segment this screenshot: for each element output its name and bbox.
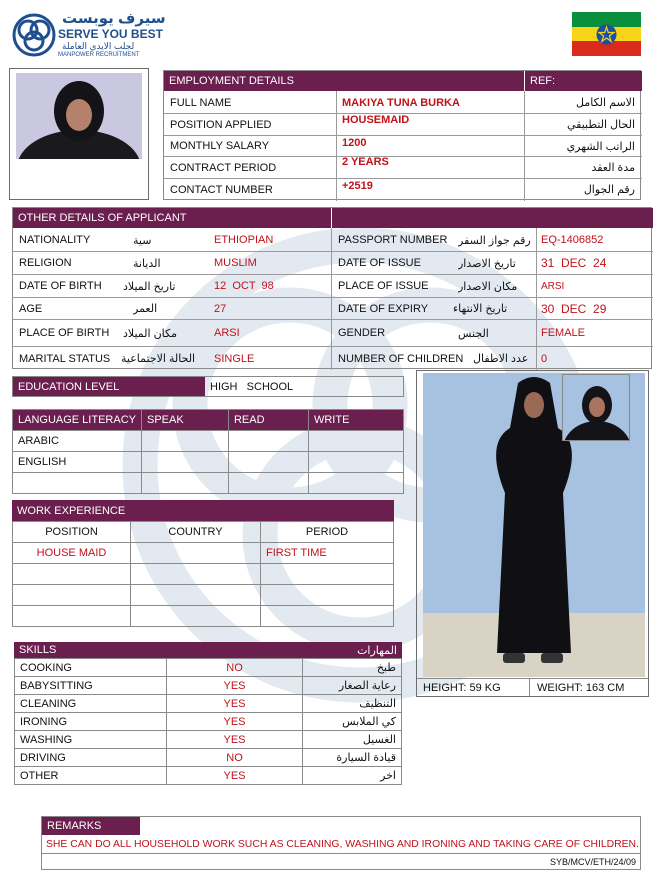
table-row	[15, 749, 402, 767]
position-applied-label: POSITION APPLIED	[170, 118, 272, 131]
table-row	[15, 713, 402, 731]
other-details-table	[12, 207, 652, 369]
ref-label: REF:	[530, 75, 556, 87]
contact-number-label: CONTACT NUMBER	[170, 183, 273, 196]
skill-arabic: التنظيف	[303, 695, 402, 713]
brand-name: SERVE YOU BEST	[58, 27, 163, 41]
full-name-arabic: الاسم الكامل	[576, 97, 635, 109]
employment-details-table	[163, 70, 641, 200]
table-row	[15, 677, 402, 695]
table-row	[13, 452, 404, 473]
brand-tagline: MANPOWER RECRUITMENT	[58, 52, 140, 58]
skill-value: YES	[167, 767, 303, 785]
company-logo	[12, 13, 56, 57]
religion-value: MUSLIM	[214, 257, 257, 269]
number-of-children-label: NUMBER OF CHILDREN	[338, 352, 464, 365]
place-of-issue-value: ARSI	[541, 280, 565, 292]
nationality-label: NATIONALITY	[19, 234, 91, 246]
contract-period-arabic: مدة العقد	[591, 162, 635, 174]
place-of-birth-value: ARSI	[214, 327, 240, 339]
place-of-issue-label: PLACE OF ISSUE	[338, 280, 429, 292]
skill-name: CLEANING	[15, 695, 167, 713]
language-empty-write	[308, 473, 403, 494]
arabic-write	[308, 431, 403, 452]
remarks-header	[42, 817, 140, 835]
date-of-issue-label: DATE OF ISSUE	[338, 257, 421, 269]
portrait-photo-frame	[9, 68, 149, 200]
table-row	[13, 564, 394, 585]
religion-arabic: الديانة	[133, 257, 161, 270]
number-of-children-arabic: عدد الاطفال	[473, 353, 529, 365]
employment-header-label: EMPLOYMENT DETAILS	[169, 75, 294, 87]
english-read	[228, 452, 308, 473]
place-of-birth-arabic: مكان الميلاد	[123, 327, 178, 340]
skill-name: COOKING	[15, 659, 167, 677]
language-table	[12, 409, 404, 494]
skills-arabic-label: المهارات	[357, 645, 397, 657]
skill-arabic: كي الملابس	[303, 713, 402, 731]
skill-value: YES	[167, 713, 303, 731]
date-of-birth-value: 12 OCT 98	[214, 280, 274, 292]
work-experience-table	[12, 521, 394, 627]
age-value: 27	[214, 302, 227, 315]
work-cell	[13, 564, 131, 585]
passport-number-value: EQ-1406852	[541, 234, 604, 246]
weight-label: WEIGHT: 163 CM	[537, 681, 625, 694]
skill-value: YES	[167, 695, 303, 713]
skill-value: YES	[167, 677, 303, 695]
table-row	[15, 731, 402, 749]
other-details-header-label: OTHER DETAILS OF APPLICANT	[18, 212, 187, 224]
place-of-birth-label: PLACE OF BIRTH	[19, 327, 110, 339]
remarks-box	[41, 816, 641, 870]
skill-arabic: طبخ	[303, 659, 402, 677]
marital-status-label: MARITAL STATUS	[19, 352, 111, 365]
contract-period-value: 2 YEARS	[342, 156, 389, 168]
religion-label: RELIGION	[19, 257, 72, 269]
flag-star-emblem-icon	[596, 24, 617, 45]
write-header: WRITE	[308, 410, 403, 431]
skill-arabic: رعاية الصغار	[303, 677, 402, 695]
table-row	[15, 659, 402, 677]
logo-emblem-icon	[12, 13, 56, 57]
skill-value: NO	[167, 749, 303, 767]
work-cell	[261, 606, 394, 627]
table-row	[13, 431, 404, 452]
nationality-arabic: سية	[133, 234, 152, 247]
portrait-photo	[16, 73, 142, 159]
marital-status-value: SINGLE	[214, 352, 255, 365]
language-empty-speak	[141, 473, 228, 494]
passport-number-label: PASSPORT NUMBER	[338, 234, 448, 246]
work-experience-label: WORK EXPERIENCE	[17, 504, 126, 517]
ethiopia-flag	[572, 12, 641, 56]
skill-name: IRONING	[15, 713, 167, 731]
contact-number-value: +2519	[342, 180, 373, 192]
height-label: HEIGHT: 59 KG	[423, 681, 501, 694]
table-row	[13, 585, 394, 606]
footer-code: SYB/MCV/ETH/24/09	[549, 857, 636, 867]
work-cell	[261, 585, 394, 606]
date-of-birth-arabic: تاريخ الميلاد	[123, 280, 176, 293]
brand-arabic-name: سيرف يوبست	[62, 10, 166, 27]
period-column: PERIOD	[261, 522, 394, 543]
skill-name: WASHING	[15, 731, 167, 749]
small-portrait-photo	[562, 374, 630, 441]
marital-status-arabic: الحالة الاجتماعية	[121, 353, 196, 365]
age-label: AGE	[19, 302, 43, 315]
date-of-expiry-arabic: تاريخ الانتهاء	[453, 303, 508, 315]
gender-value: FEMALE	[541, 327, 586, 339]
work-cell	[13, 606, 131, 627]
remarks-text: SHE CAN DO ALL HOUSEHOLD WORK SUCH AS CLEANING, WASHING AND IRONING AND TAKING CARE OF CHILDREN.	[46, 838, 639, 850]
skill-name: OTHER	[15, 767, 167, 785]
brand-arabic-tagline: لجلب الايدي العاملة	[62, 41, 135, 51]
work-cell	[131, 606, 261, 627]
place-of-issue-arabic: مكان الاصدار	[458, 280, 518, 293]
language-english: ENGLISH	[13, 452, 142, 473]
work-position: HOUSE MAID	[13, 543, 131, 564]
date-of-birth-label: DATE OF BIRTH	[19, 280, 102, 292]
date-of-issue-value: 31 DEC 24	[541, 256, 607, 270]
gender-arabic: الجنس	[458, 327, 489, 340]
skills-header	[14, 642, 402, 658]
full-name-value: MAKIYA TUNA BURKA	[342, 96, 460, 109]
work-cell	[131, 564, 261, 585]
position-applied-arabic: الحال التطبيقي	[566, 119, 635, 131]
skills-label: SKILLS	[19, 644, 57, 656]
gender-label: GENDER	[338, 327, 386, 339]
passport-number-arabic: رقم جواز السفر	[458, 234, 531, 247]
skill-arabic: الغسيل	[303, 731, 402, 749]
ref-header	[524, 71, 642, 91]
monthly-salary-arabic: الراتب الشهري	[566, 140, 635, 153]
employment-header	[164, 71, 524, 91]
language-empty	[13, 473, 142, 494]
skill-arabic: قيادة السيارة	[303, 749, 402, 767]
education-row	[12, 376, 404, 397]
table-row	[13, 473, 404, 494]
arabic-speak	[141, 431, 228, 452]
english-speak	[141, 452, 228, 473]
language-empty-read	[228, 473, 308, 494]
read-header: READ	[228, 410, 308, 431]
number-of-children-value: 0	[541, 352, 548, 365]
work-country	[131, 543, 261, 564]
table-row	[15, 767, 402, 785]
english-write	[308, 452, 403, 473]
position-column: POSITION	[13, 522, 131, 543]
education-label: EDUCATION LEVEL	[18, 380, 120, 393]
skills-table	[14, 658, 402, 785]
full-body-photo-frame	[416, 370, 649, 697]
work-cell	[13, 585, 131, 606]
skill-value: NO	[167, 659, 303, 677]
date-of-expiry-label: DATE OF EXPIRY	[338, 302, 429, 315]
remarks-label: REMARKS	[47, 820, 102, 832]
country-column: COUNTRY	[131, 522, 261, 543]
table-row	[13, 543, 394, 564]
position-applied-value: HOUSEMAID	[342, 114, 410, 126]
table-row	[13, 606, 394, 627]
date-of-expiry-value: 30 DEC 29	[541, 301, 607, 316]
arabic-read	[228, 431, 308, 452]
nationality-value: ETHIOPIAN	[214, 234, 274, 246]
other-details-header-right	[331, 208, 653, 228]
work-period: FIRST TIME	[261, 543, 394, 564]
work-experience-header	[12, 500, 394, 521]
speak-header: SPEAK	[141, 410, 228, 431]
skill-arabic: اخر	[303, 767, 402, 785]
contact-number-arabic: رقم الجوال	[583, 184, 635, 196]
other-details-header	[13, 208, 331, 228]
skill-value: YES	[167, 731, 303, 749]
education-value: HIGH SCHOOL	[210, 380, 294, 393]
skill-name: DRIVING	[15, 749, 167, 767]
table-row	[15, 695, 402, 713]
date-of-issue-arabic: تاريخ الاصدار	[458, 257, 516, 270]
contract-period-label: CONTRACT PERIOD	[170, 161, 277, 174]
age-arabic: العمر	[133, 303, 158, 315]
language-arabic: ARABIC	[13, 431, 142, 452]
work-cell	[261, 564, 394, 585]
education-label-cell	[13, 377, 205, 396]
work-cell	[131, 585, 261, 606]
full-name-label: FULL NAME	[170, 96, 232, 109]
language-header: LANGUAGE LITERACY	[13, 410, 142, 431]
skill-name: BABYSITTING	[15, 677, 167, 695]
monthly-salary-value: 1200	[342, 137, 367, 149]
monthly-salary-label: MONTHLY SALARY	[170, 140, 270, 152]
